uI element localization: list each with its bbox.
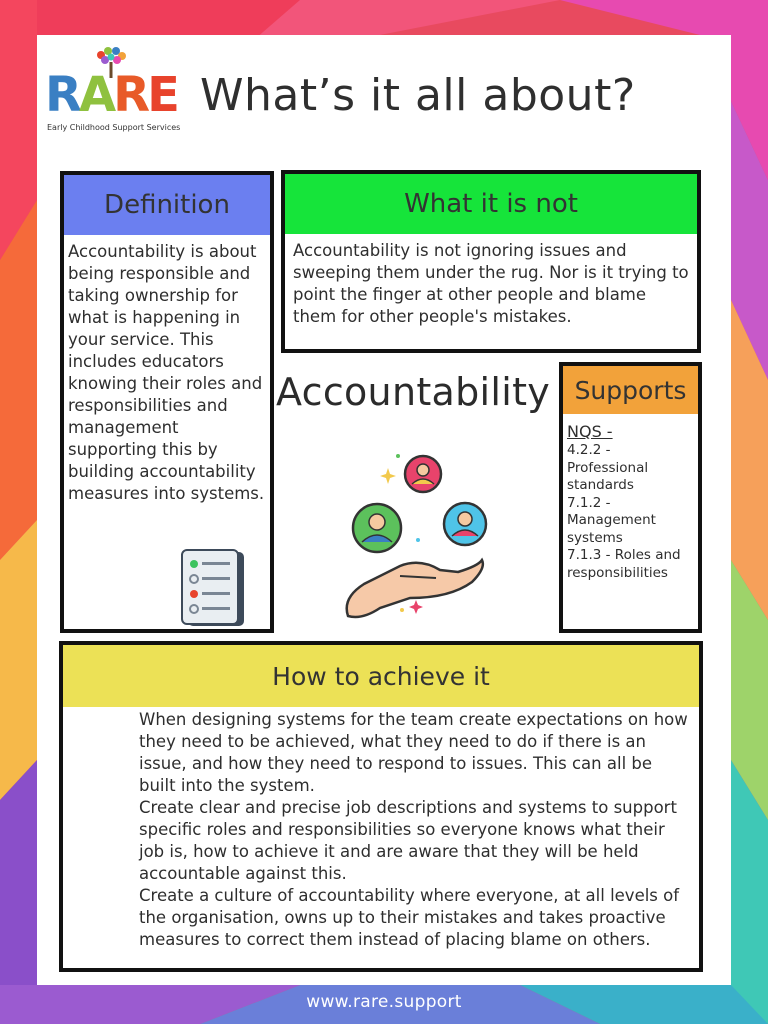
accountability-title: Accountability [276, 370, 551, 414]
how-paragraph: Create a culture of accountability where everyone, at all levels of the organisation, owns up to their mistakes and takes proactive measures to correct them instead of placing blame on others. [139, 886, 680, 949]
supports-item: 7.1.3 - Roles and responsibilities [567, 547, 681, 581]
definition-heading: Definition [64, 175, 270, 235]
how-to-achieve-text [63, 707, 699, 951]
what-it-is-not-text: Accountability is not ignoring issues and sweeping them under the rug. Nor is it trying to point the finger at other people and blame them for other people's mistakes. [293, 241, 689, 326]
what-it-is-not-heading: What it is not [285, 174, 697, 234]
page-title: What’s it all about? [200, 70, 636, 121]
supports-item: 4.2.2 - Professional standards [567, 442, 649, 493]
logo-wordmark: RARE [45, 67, 177, 123]
supports-box [559, 362, 702, 633]
what-it-is-not-box [281, 170, 701, 353]
supports-item: 7.1.2 - Management systems [567, 494, 656, 546]
how-to-achieve-heading: How to achieve it [63, 645, 699, 707]
rare-logo [45, 46, 187, 136]
logo-tagline: Early Childhood Support Services [47, 123, 181, 132]
how-paragraph: When designing systems for the team create expectations on how they need to be achieved, what they need to do if there is an issue, and how they need to respond to issues. This can all be built into the system. [139, 710, 688, 795]
how-paragraph: Create clear and precise job descriptions and systems to support specific roles and responsibilities so everyone knows what their job is, how to achieve it and are aware that they will be held accountable against this. [139, 798, 677, 883]
definition-text: Accountability is about being responsible and taking ownership for what is happening in your service. This includes educators knowing their roles and responsibilities and management supporting this by building accountability measures into systems. [68, 242, 265, 503]
people-in-hand-icon [340, 448, 500, 623]
supports-heading: Supports [563, 366, 698, 414]
footer-website[interactable]: www.rare.support [306, 992, 462, 1012]
how-to-achieve-box [59, 641, 703, 972]
supports-content [563, 414, 698, 582]
checklist-icon [178, 548, 248, 628]
nqs-label: NQS - [567, 422, 613, 441]
